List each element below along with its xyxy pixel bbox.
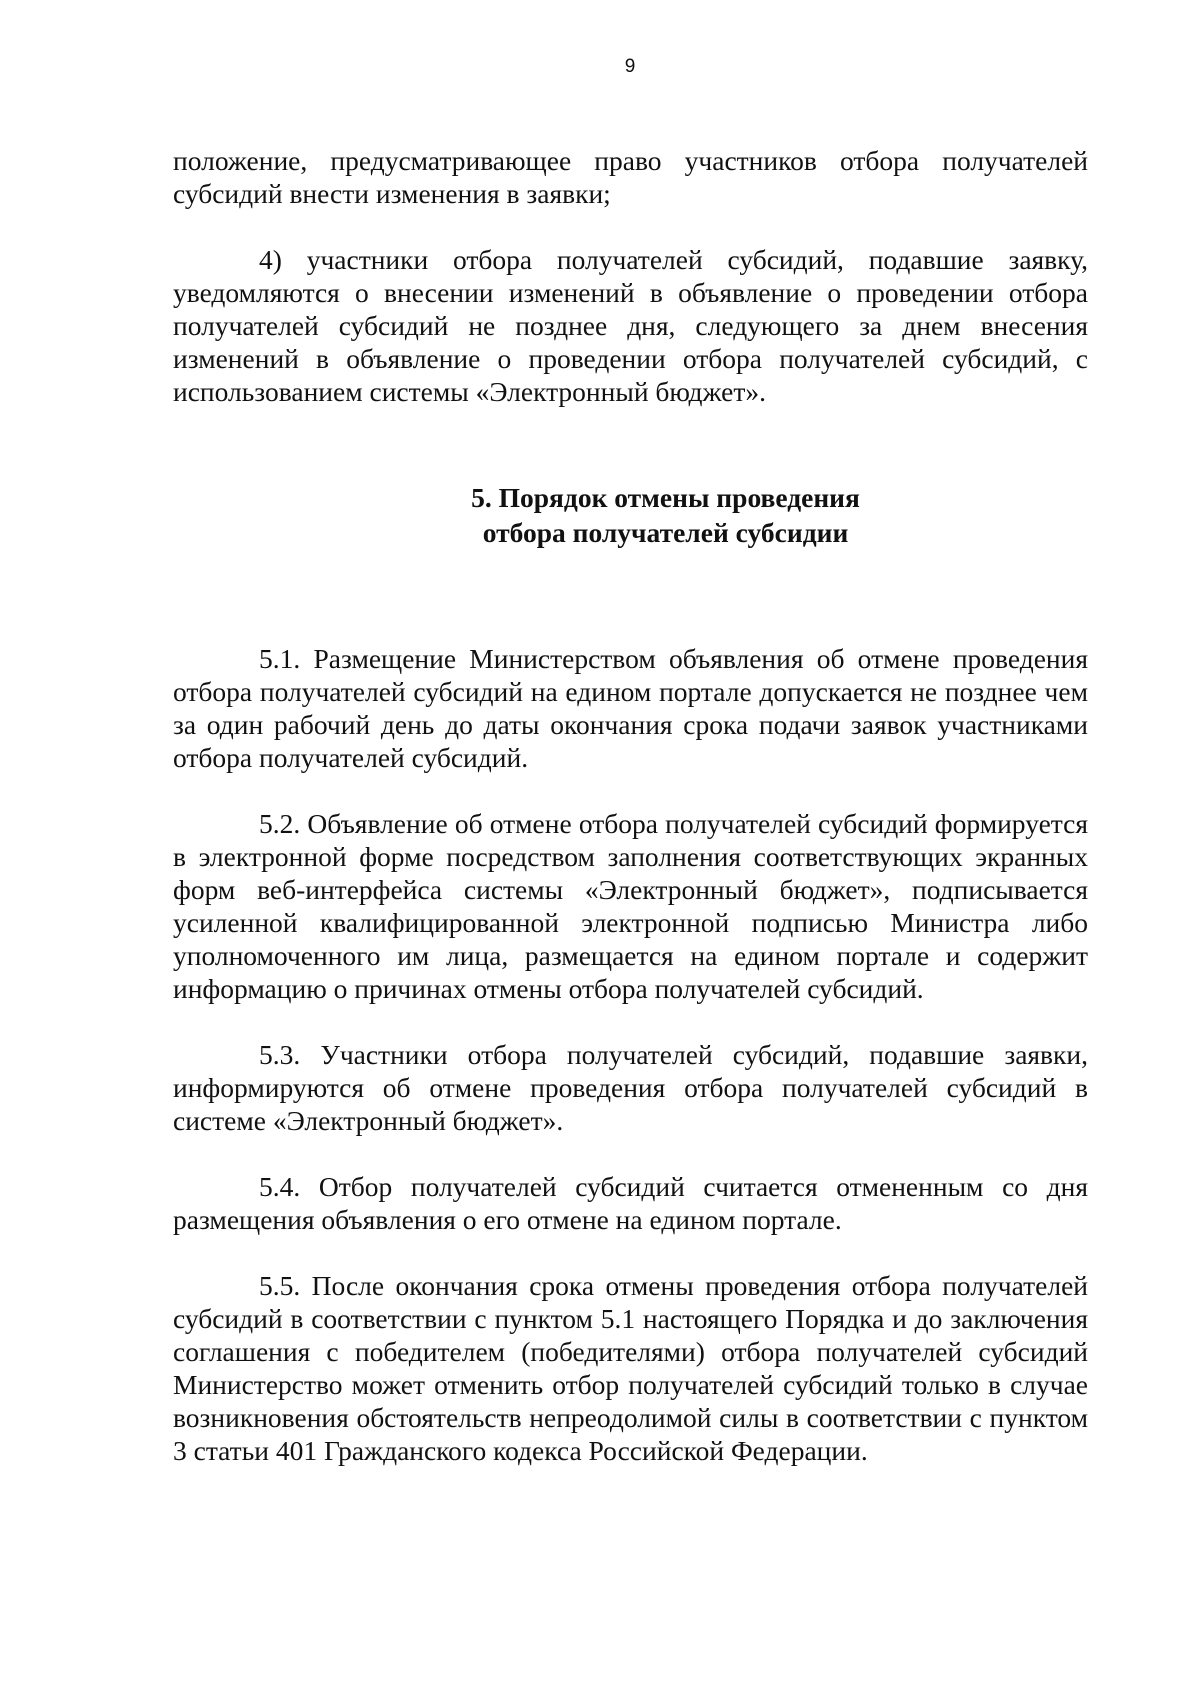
document-body [173, 144, 1088, 1467]
paragraph-5-5: 5.5. После окончания срока отмены проведения отбора получателей субсидий в соответствии с пунктом 5.1 настоящего Порядка и до заключения соглашения с победителем (победителями) отбора получателей субсидий Министерство может отменить отбор получателей субсидий только в случае возникновения обстоятельств непреодолимой силы в соответствии с пунктом 3 статьи 401 Гражданского кодекса Российской Федерации. [173, 1270, 1088, 1466]
paragraph-5-1: 5.1. Размещение Министерством объявления об отмене проведения отбора получателей субсидий на едином портале допускается не позднее чем за один рабочий день до даты окончания срока подачи заявок участниками отбора получателей субсидий. [173, 643, 1088, 773]
page-number: 9 [624, 56, 636, 77]
paragraph-5-2: 5.2. Объявление об отмене отбора получателей субсидий формируется в электронной форме посредством заполнения соответствующих экранных форм веб-интерфейса системы «Электронный бюджет», подписывается усиленной квалифицированной электронной подписью Министра либо уполномоченного им лица, размещается на едином портале и содержит информацию о причинах отмены отбора получателей субсидий. [173, 808, 1088, 1004]
section-heading [173, 480, 1088, 550]
paragraph-item-4: 4) участники отбора получателей субсидий, подавшие заявку, уведомляются о внесении изменений в объявление о проведении отбора получателей субсидий не позднее дня, следующего за днем внесения изменений в объявление о проведении отбора получателей субсидий, с использованием системы «Электронный бюджет». [173, 244, 1088, 407]
paragraph-5-4: 5.4. Отбор получателей субсидий считается отмененным со дня размещения объявления о его отмене на едином портале. [173, 1171, 1088, 1235]
paragraph-5-3: 5.3. Участники отбора получателей субсидий, подавшие заявки, информируются об отмене проведения отбора получателей субсидий в системе «Электронный бюджет». [173, 1039, 1088, 1136]
section-heading-line-1: 5. Порядок отмены проведения [471, 482, 860, 513]
section-heading-line-2: отбора получателей субсидии [482, 517, 849, 548]
paragraph-continuation: положение, предусматривающее право участников отбора получателей субсидий внести изменения в заявки; [173, 145, 1088, 209]
